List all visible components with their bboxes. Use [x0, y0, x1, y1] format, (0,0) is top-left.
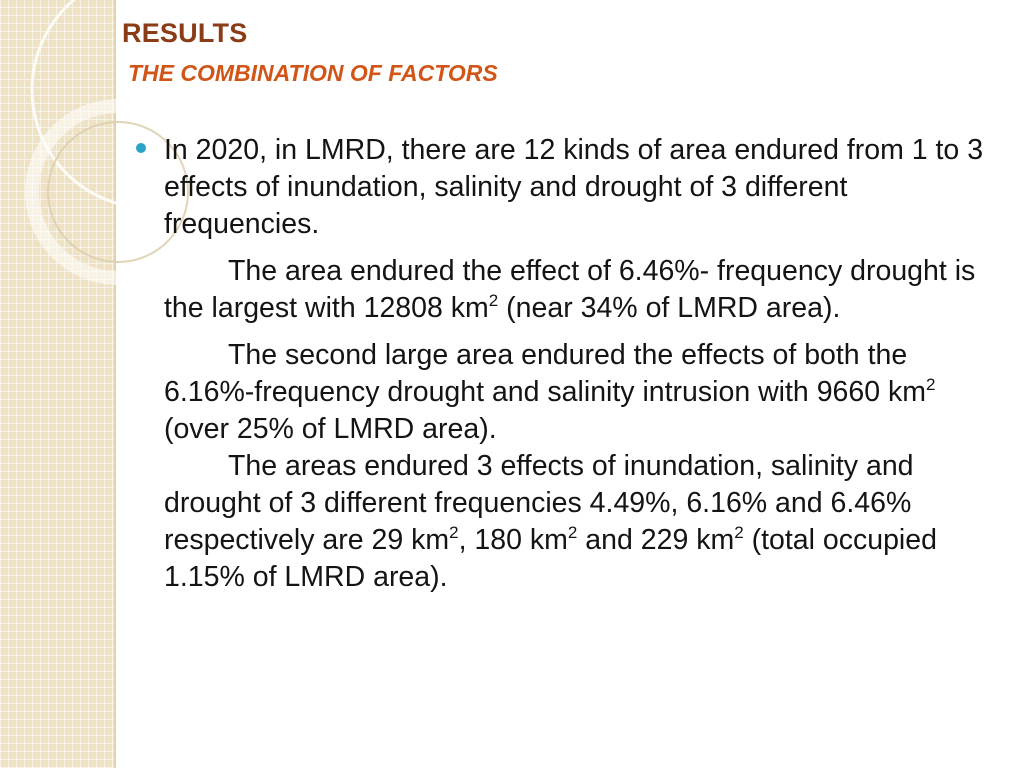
superscript-2: 2 — [926, 375, 936, 394]
paragraph-three-effects — [164, 448, 996, 596]
superscript-2: 2 — [567, 523, 578, 542]
paragraph-largest-area — [164, 253, 996, 327]
superscript-2: 2 — [488, 291, 499, 310]
paragraph-three-effects-and: and 229 km — [577, 524, 735, 556]
paragraph-three-effects-text: The areas endured 3 effects of inundation, salinity and drought of 3 different frequencies 4.49%, 6.16% and 6.46% respectively are 29 km — [164, 450, 914, 556]
paragraph-second-area-tail: (over 25% of LMRD area). — [164, 413, 497, 445]
slide-title: RESULTS — [122, 18, 248, 48]
bullet-intro-text: In 2020, in LMRD, there are 12 kinds of area endured from 1 to 3 effects of inundation, salinity and drought of 3 different frequencies. — [164, 134, 984, 240]
paragraph-three-effects-tail: (total occupied 1.15% of LMRD area). — [164, 524, 937, 593]
bullet-dot-icon — [136, 143, 146, 153]
superscript-2: 2 — [734, 523, 744, 542]
paragraph-second-area — [164, 337, 996, 448]
slide-subtitle: THE COMBINATION OF FACTORS — [128, 60, 498, 86]
superscript-2: 2 — [449, 523, 459, 542]
paragraph-three-effects-mid: , 180 km — [458, 524, 568, 556]
paragraph-second-area-text: The second large area endured the effects of both the 6.16%-frequency drought and salinity intrusion with 9660 km — [164, 339, 927, 408]
decorative-side-panel — [0, 0, 116, 768]
paragraph-largest-area-tail: (near 34% of LMRD area). — [498, 292, 841, 324]
bullet-content — [164, 132, 996, 596]
paragraph-largest-area-text: The area endured the effect of 6.46%- frequency drought is the largest with 12808 km — [164, 255, 976, 324]
